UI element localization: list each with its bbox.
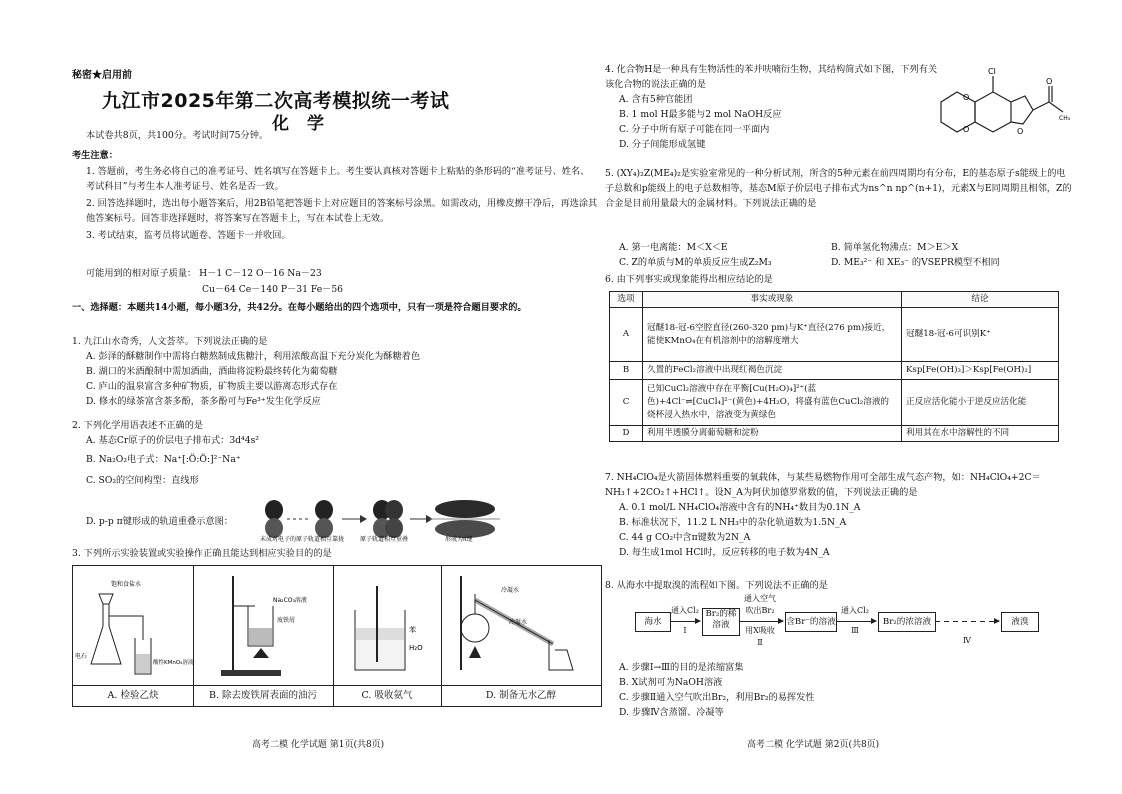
q6-stem: 6. 由下列事实或现象能得出相应结论的是: [605, 274, 773, 285]
q6-cell-d-fact: 利用半透膜分离葡萄糖和淀粉: [643, 426, 902, 442]
label-benzene: 苯: [409, 626, 416, 634]
label-calcium-carbide: 电石: [75, 653, 88, 660]
pi-bond-shape: [430, 500, 500, 538]
overlap-caption-2: 原子轨道相互重叠: [360, 536, 409, 542]
q4-stem: 4. 化合物H是一种具有生物活性的苯并呋喃衍生物，其结构简式如下图，下列有关该化合物的说法正确的是: [605, 64, 938, 90]
notes-list: [86, 164, 598, 243]
orbital-pair-2: [373, 500, 403, 538]
lab-cell-c: [333, 566, 442, 706]
q4-option-a: A. 含有5种官能团: [619, 94, 693, 105]
q6-cell-c-conclusion: 正反应活化能小于逆反应活化能: [902, 380, 1059, 426]
notes-title: 考生注意：: [72, 150, 118, 161]
flow-label-2c: 用X吸收: [745, 626, 775, 635]
atom-cl: Cl: [988, 67, 996, 76]
flow-label-1a: 通入Cl₂: [671, 606, 699, 615]
q6-table: [609, 291, 1059, 442]
flow-label-3a: 通入Cl₂: [841, 606, 869, 615]
q6-header-option: 选项: [610, 292, 643, 308]
q7-option-b: B. 标准状况下，11.2 L NH₃中的杂化轨道数为1.5N_A: [619, 517, 847, 528]
flow-arrow-4: [935, 621, 999, 622]
q6-cell-a-fact: 冠醚18-冠-6空腔直径(260-320 pm)与K⁺直径(276 pm)接近，能使KMnO₄在有机溶剂中的溶解度增大: [643, 308, 902, 362]
flow-label-2a: 通入空气: [744, 594, 776, 603]
flow-arrow-2: [739, 621, 783, 622]
q1-option-c: C. 庐山的温泉富含多种矿物质，矿物质主要以游离态形式存在: [86, 381, 338, 392]
flow-box-liquid-bromine: 液溴: [1001, 612, 1039, 632]
q6-row-c: [610, 380, 1059, 426]
q8-option-a: A. 步骤Ⅰ→Ⅲ的目的是浓缩富集: [619, 662, 744, 673]
page-1: [72, 0, 602, 794]
q6-header-conclusion: 结论: [902, 292, 1059, 308]
lab-cell-d: [441, 566, 601, 706]
atom-o-dioxane-2: O: [963, 125, 970, 134]
q2-option-a: A. 基态Cr原子的价层电子排布式：3d⁴4s²: [86, 435, 259, 446]
note-1: 1. 答题前，考生务必将自己的准考证号、姓名填写在答题卡上。考生要认真核对答题卡上粘贴的条形码的“准考证号、姓名、考试科目”与考生本人准考证号、姓名是否一致。: [86, 166, 590, 192]
q8-option-d: D. 步骤Ⅳ含蒸馏、冷凝等: [619, 707, 724, 718]
q6-cell-d-conclusion: 利用其在水中溶解性的不同: [902, 426, 1059, 442]
lab-cell-a: [73, 566, 194, 706]
q5-option-c: C. Z的单质与M的单质反应生成Z₂M₃: [619, 257, 772, 268]
page-1-footer: 高考二模 化学试题 第1页(共8页): [252, 740, 385, 750]
atom-o-carbonyl: O: [1046, 77, 1053, 86]
flow-label-2b: 吹出Br₂: [745, 606, 775, 615]
flow-arrow-1: [670, 621, 700, 622]
q6-cell-a-option: A: [610, 308, 643, 362]
q6-cell-c-option: C: [610, 380, 643, 426]
bromine-flowchart: [605, 596, 1075, 656]
q1-stem: 1. 九江山水奇秀，人文荟萃。下列说法正确的是: [72, 336, 268, 347]
q2-option-d: D. p-p π键形成的轨道重叠示意图：: [86, 516, 233, 527]
label-na2co3: Na₂CO₃溶液: [273, 597, 307, 604]
secret-mark: 秘密★启用前: [72, 70, 132, 81]
atomic-masses-2: Cu－64 Ce－140 P－31 Fe－56: [202, 284, 344, 295]
question-5: [605, 166, 1073, 211]
note-3: 3. 考试结束，监考员将试题卷、答题卡一并收回。: [86, 230, 291, 241]
q6-row-a: [610, 308, 1059, 362]
q4-option-b: B. 1 mol H最多能与2 mol NaOH反应: [619, 109, 782, 120]
q6-row-b: [610, 362, 1059, 380]
q6-cell-b-option: B: [610, 362, 643, 380]
q2-option-b: B. Na₂O₂电子式：Na⁺[:Ö:Ö:]²⁻Na⁺: [86, 454, 241, 465]
q6-cell-d-option: D: [610, 426, 643, 442]
overlap-caption-3: 形成为π键: [445, 536, 473, 542]
flow-label-1b: Ⅰ: [683, 626, 687, 635]
q6-cell-c-fact: 已知CuCl₂溶液中存在平衡[Cu(H₂O)₄]²⁺(蓝色)+4Cl⁻⇌[CuCl₄]²⁻(黄色)+4H₂O，将盛有蓝色CuCl₂溶液的烧杯浸入热水中，溶液变为黄绿色: [643, 380, 902, 426]
overlap-caption-1: 未成对电子的原子轨道相互靠拢: [260, 536, 345, 542]
exam-subject: 化学: [272, 114, 342, 134]
q2-stem: 2. 下列化学用语表述不正确的是: [72, 420, 204, 431]
q6-cell-a-conclusion: 冠醚18-冠-6可识别K⁺: [902, 308, 1059, 362]
ammonia-absorption-apparatus: [333, 566, 441, 684]
label-cooling-water-out: 冷凝水: [509, 619, 528, 626]
question-2: [72, 418, 598, 488]
distillation-apparatus: [441, 566, 601, 684]
flow-label-3b: Ⅲ: [851, 626, 859, 635]
section-1-heading: 一、选择题：本题共14小题，每小题3分，共42分。在每小题给出的四个选项中，只有一项是符合题目要求的。: [72, 302, 527, 313]
question-1: [72, 334, 598, 409]
q4-option-d: D. 分子间能形成氢键: [619, 139, 706, 150]
pi-bond-overlap-diagram: [260, 496, 600, 542]
q8-options: [619, 660, 1073, 720]
q7-stem: 7. NH₄ClO₄是火箭固体燃料重要的氧载体，与某些易燃物作用可全部生成气态产物，如：NH₄ClO₄+2C＝NH₃↑+2CO₂↑+HCl↑。设N_A为阿伏加德罗常数的值，下列说法正确的是: [605, 472, 1041, 498]
q8-option-b: B. X试剂可为NaOH溶液: [619, 677, 723, 688]
atomic-masses-1: 可能用到的相对原子质量： H－1 C－12 O－16 Na－23: [86, 268, 322, 279]
degreasing-apparatus: [193, 566, 333, 684]
q5-option-b: B. 简单氢化物沸点：M＞E＞X: [831, 242, 959, 253]
atom-o-furan: O: [1017, 127, 1024, 136]
label-cooling-water-in: 冷凝水: [501, 587, 520, 594]
flow-box-seawater: 海水: [635, 612, 671, 632]
caption-a: A. 检验乙炔: [73, 685, 193, 706]
q7-option-c: C. 44 g CO₂中含π键数为2N_A: [619, 532, 751, 543]
page-2: [605, 0, 1075, 794]
q1-option-a: A. 彭泽的酥糖制作中需将白糖熬制成焦糖汁，利用浓酸高温下充分炭化为酥糖着色: [86, 351, 421, 362]
q6-cell-b-conclusion: Ksp[Fe(OH)₃]＞Ksp[Fe(OH)₂]: [902, 362, 1059, 380]
flow-label-4: Ⅳ: [963, 636, 971, 645]
flow-arrow-3: [836, 621, 876, 622]
caption-d: D. 制备无水乙醇: [441, 685, 601, 706]
label-waste-iron: 废铁屑: [277, 617, 296, 624]
q8-option-c: C. 步骤Ⅱ通入空气吹出Br₂，利用Br₂的易挥发性: [619, 692, 815, 703]
q5-stem: 5. (XY₄)₂Z(ME₄)₂是实验室常见的一种分析试剂，所含的5种元素在前四周期均有分布，E的基态原子s能级上的电子总数和p能级上的电子总数相等，基态M原子价层电子排布式为ns^n np^(n+1)，元素X与E同周期且相邻，Z的合金是目前用量最大的金属材料。下列说法正确的是: [605, 168, 1072, 209]
caption-c: C. 吸收氨气: [333, 685, 441, 706]
label-saturated-brine: 饱和食盐水: [111, 581, 142, 588]
q6-row-d: [610, 426, 1059, 442]
label-water: H₂O: [409, 644, 423, 652]
q3-stem: 3. 下列所示实验装置或实验操作正确且能达到相应实验目的的是: [72, 548, 332, 559]
flow-box-br-solution: 含Br⁻的溶液: [785, 612, 837, 632]
compound-h-structure: [935, 62, 1075, 166]
q1-option-d: D. 修水的绿茶富含茶多酚，茶多酚可与Fe³⁺发生化学反应: [86, 396, 321, 407]
q5-option-d: D. ME₃²⁻ 和 XE₃⁻ 的VSEPR模型不相同: [831, 257, 1000, 268]
group-ch3: CH₃: [1059, 115, 1071, 122]
atom-o-dioxane-1: O: [963, 93, 970, 102]
exam-info: 本试卷共8页，共100分。考试时间75分钟。: [86, 130, 269, 141]
question-7: [605, 470, 1073, 560]
q5-option-a: A. 第一电离能：M＜X＜E: [619, 242, 728, 253]
q5-options: [619, 240, 1073, 270]
q8-stem: 8. 从海水中提取溴的流程如下图。下列说法不正确的是: [605, 580, 828, 591]
lab-apparatus-panel: [72, 565, 602, 707]
acetylene-test-apparatus: [73, 566, 193, 684]
caption-b: B. 除去废铁屑表面的油污: [193, 685, 333, 706]
flow-label-2d: Ⅱ: [757, 638, 763, 647]
question-4: [605, 62, 943, 152]
q7-option-d: D. 每生成1mol HCl时，反应转移的电子数为4N_A: [619, 547, 830, 558]
flow-box-concentrated-br2: Br₂的浓溶液: [878, 612, 936, 632]
lab-cell-b: [193, 566, 334, 706]
q1-option-b: B. 湖口的米酒酿制中需加酒曲，酒曲将淀粉最终转化为葡萄糖: [86, 366, 338, 377]
flow-box-dilute-br2: Br₂的稀溶液: [702, 608, 740, 636]
orbital-pair-1: [265, 500, 333, 538]
q7-option-a: A. 0.1 mol/L NH₄ClO₄溶液中含有的NH₄⁺数目为0.1N_A: [619, 502, 861, 513]
q6-header-row: [610, 292, 1059, 308]
q6-header-fact: 事实或现象: [643, 292, 902, 308]
note-2: 2. 回答选择题时，选出每小题答案后，用2B铅笔把答题卡上对应题目的答案标号涂黑。如需改动，用橡皮擦干净后，再选涂其他答案标号。回答非选择题时，将答案写在答题卡上，写在本试卷上无效。: [86, 198, 598, 224]
label-kmno4: 酸性KMnO₄溶液: [153, 660, 193, 666]
q4-option-c: C. 分子中所有原子可能在同一平面内: [619, 124, 770, 135]
q6-cell-b-fact: 久置的FeCl₂溶液中出现红褐色沉淀: [643, 362, 902, 380]
exam-title: 九江市2025年第二次高考模拟统一考试: [102, 90, 450, 112]
q2-option-c: C. SO₂的空间构型：直线形: [86, 475, 199, 486]
page-2-footer: 高考二模 化学试题 第2页(共8页): [747, 740, 880, 750]
